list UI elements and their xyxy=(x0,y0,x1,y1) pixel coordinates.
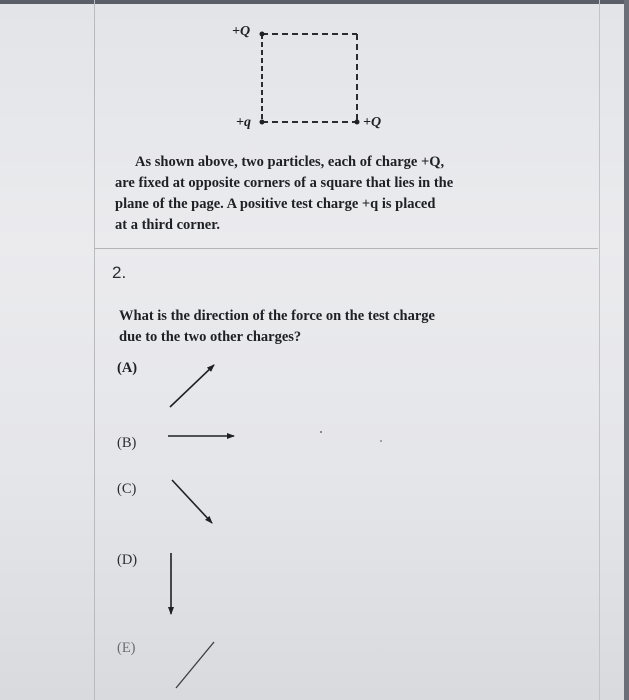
square-figure xyxy=(262,34,357,122)
test-charge-dot xyxy=(260,120,265,125)
question-number: 2. xyxy=(112,263,127,282)
passage-line-2: are fixed at opposite corners of a square that lies in the xyxy=(115,175,454,191)
option-e-label[interactable]: (E) xyxy=(117,640,136,656)
arrow-a-up-right xyxy=(170,365,214,407)
option-d-label[interactable]: (D) xyxy=(117,552,138,568)
arrow-c-down-right xyxy=(172,480,212,523)
question-line-1: What is the direction of the force on the test charge xyxy=(119,308,435,324)
option-b-label[interactable]: (B) xyxy=(117,435,137,451)
test-charge-label: +q xyxy=(236,115,251,130)
right-charge-dot xyxy=(355,120,360,125)
question-text xyxy=(119,306,499,348)
question-line-2: due to the two other charges? xyxy=(119,329,302,345)
speck xyxy=(320,431,322,433)
speck xyxy=(380,440,382,442)
passage-line-4: at a third corner. xyxy=(115,217,220,233)
line-e-diagonal xyxy=(176,642,214,688)
passage-line-3: plane of the page. A positive test charge +q is placed xyxy=(115,196,436,212)
right-charge-label: +Q xyxy=(363,115,382,130)
option-a-label[interactable]: (A) xyxy=(117,360,138,376)
passage-line-1: As shown above, two particles, each of charge +Q, xyxy=(135,154,445,170)
top-charge-label: +Q xyxy=(232,24,251,39)
option-c-label[interactable]: (C) xyxy=(117,481,137,497)
passage-text xyxy=(115,152,515,236)
top-charge-dot xyxy=(260,32,265,37)
